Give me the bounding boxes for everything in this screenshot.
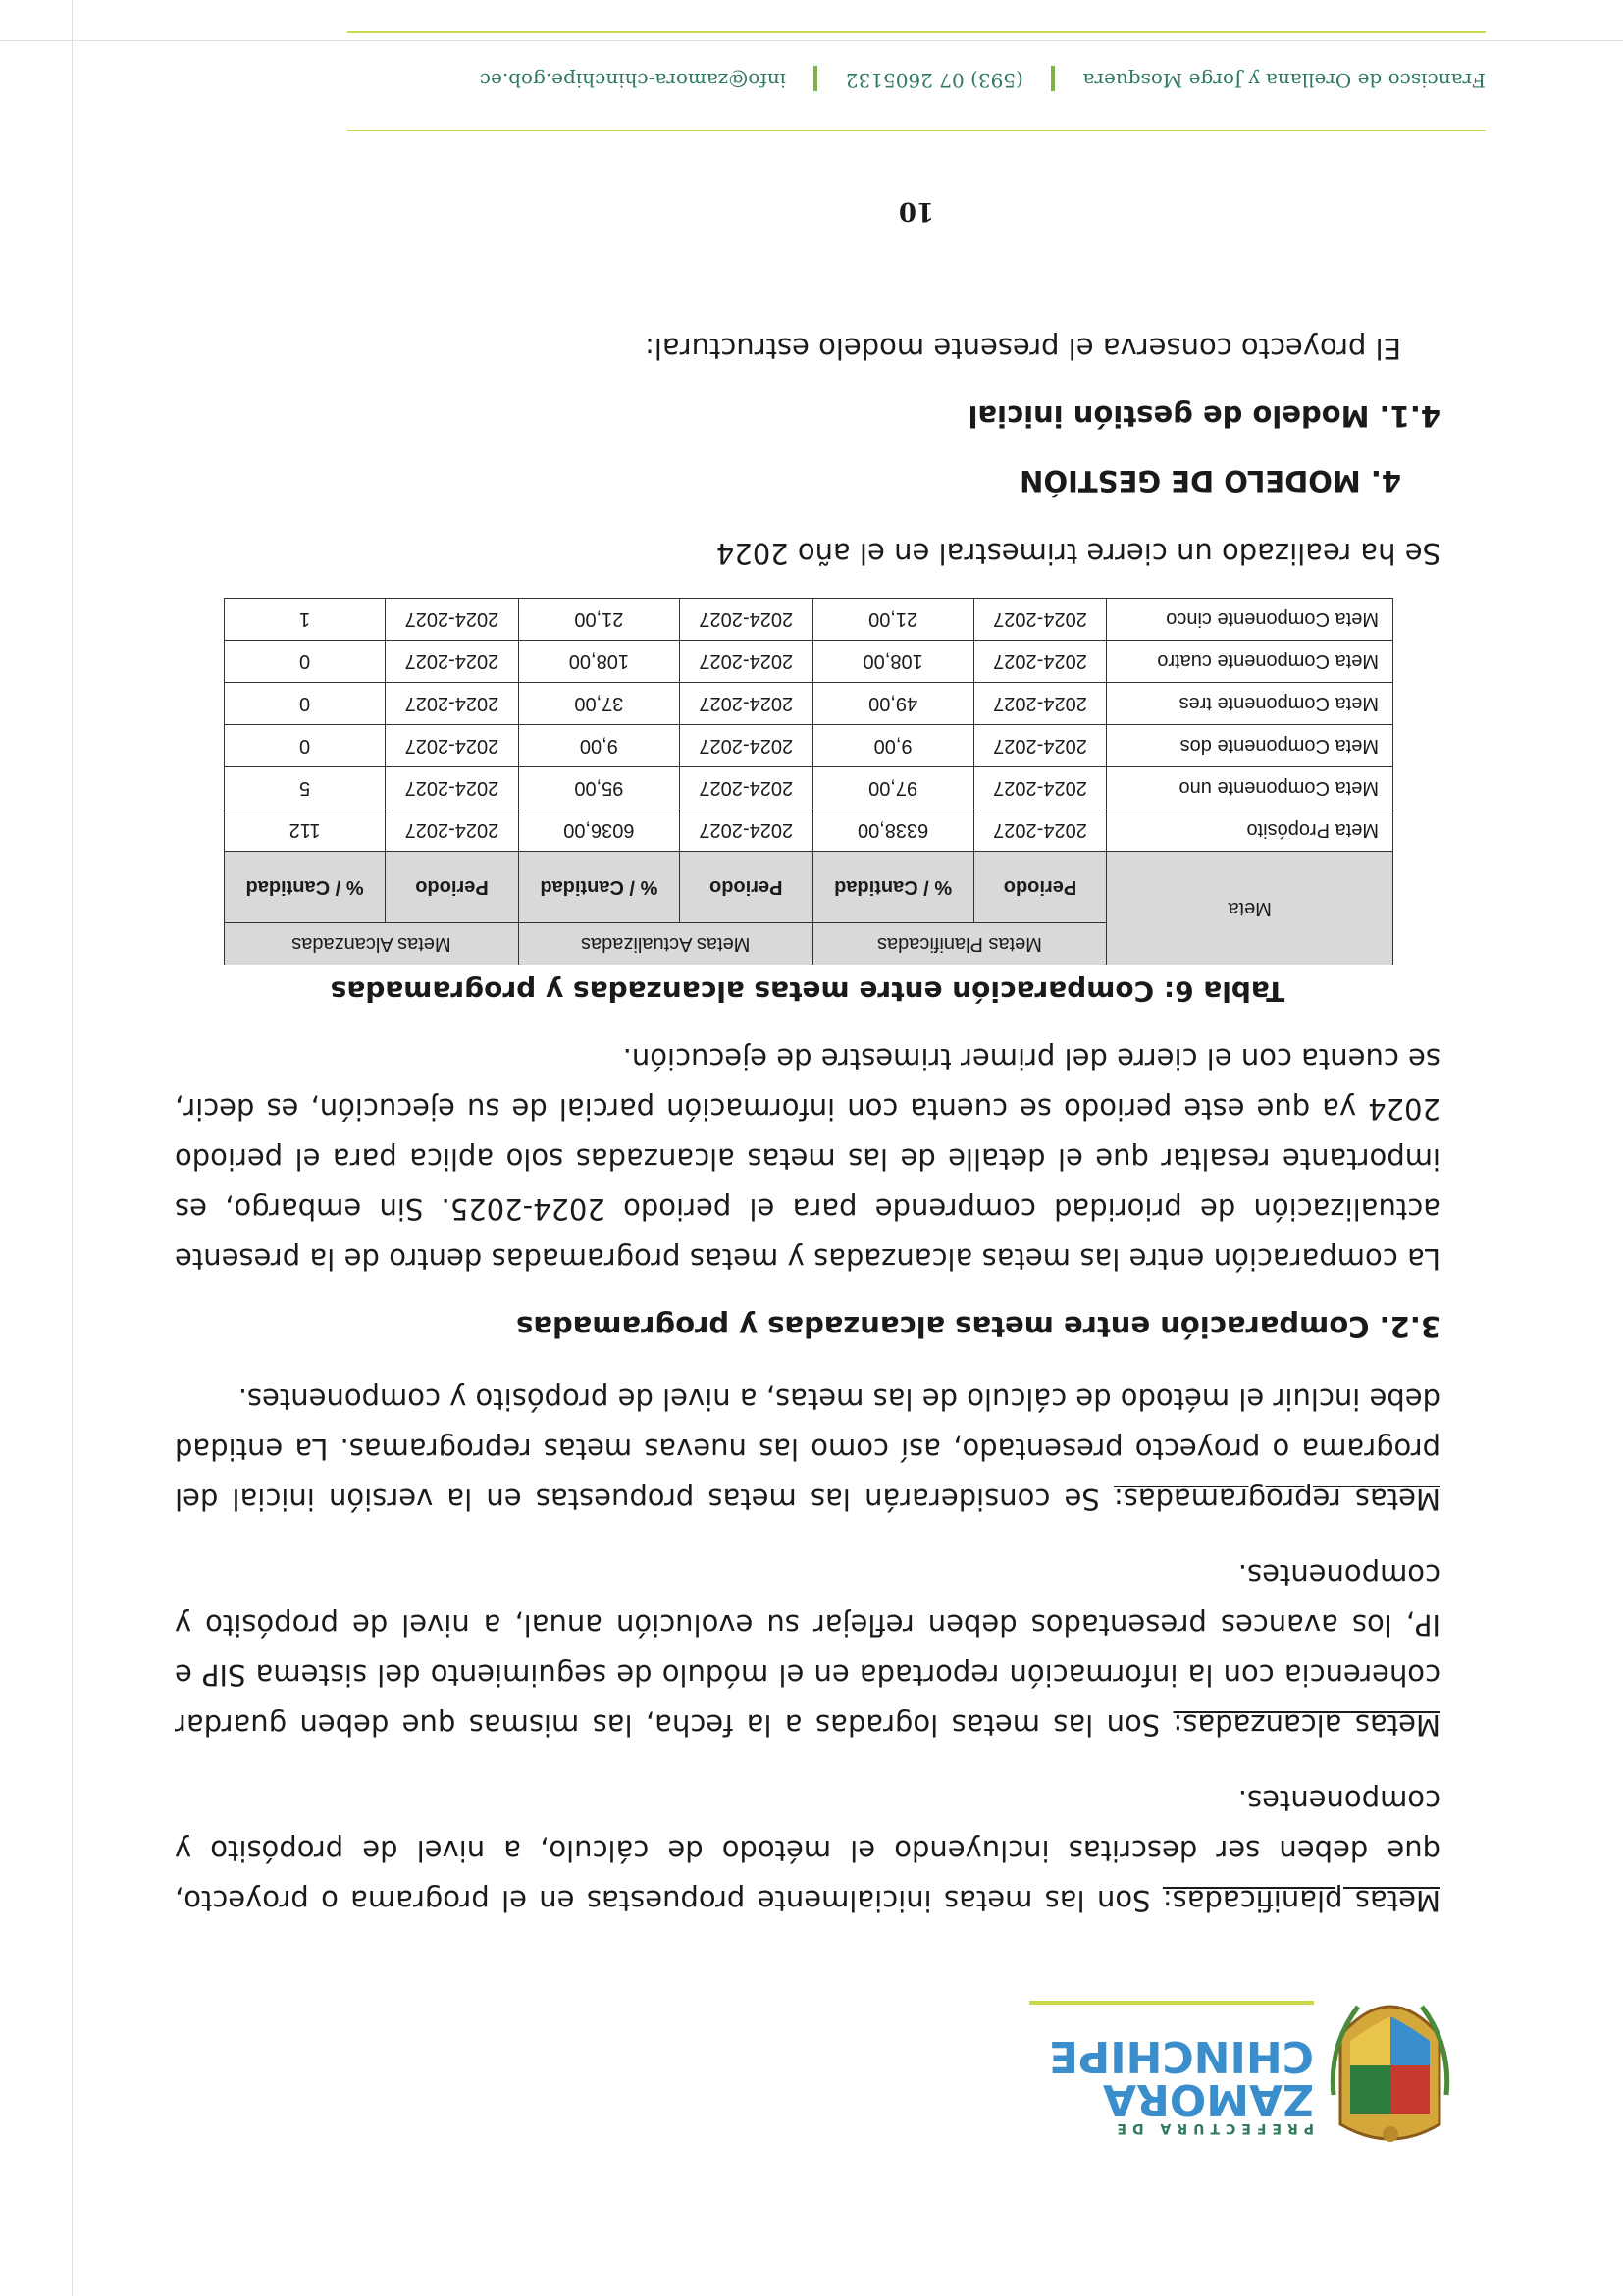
table-cell: 95,00 — [518, 767, 679, 809]
header-meta: Meta — [1107, 852, 1393, 965]
table-row — [225, 809, 1393, 852]
footer-phone: (593) 07 2605132 — [845, 69, 1023, 92]
table-cell: 108,00 — [518, 641, 679, 683]
table-cell: 21,00 — [518, 599, 679, 641]
footer-separator — [1051, 67, 1055, 92]
subheader-cantidad: % / Cantidad — [812, 852, 973, 923]
footer-separator — [813, 67, 817, 92]
paragraph-metas-reprogramadas — [175, 1374, 1440, 1524]
table-cell: 2024-2027 — [386, 725, 519, 767]
subheader-periodo: Periodo — [679, 852, 812, 923]
table-cell: 0 — [225, 725, 386, 767]
term-metas-alcanzadas: Metas alcanzadas: — [1173, 1708, 1440, 1742]
footer-address: Francisco de Orellana y Jorge Mosquera — [1082, 69, 1486, 92]
table-cell: 5 — [225, 767, 386, 809]
table-cell: 6338,00 — [812, 809, 973, 852]
logo-line1: PREFECTURA DE — [1111, 2120, 1314, 2136]
table-cell: 2024-2027 — [386, 641, 519, 683]
table-cell: 2024-2027 — [386, 683, 519, 725]
table-cell: 2024-2027 — [679, 767, 812, 809]
table-cell: 49,00 — [812, 683, 973, 725]
table-cell: Meta Componente tres — [1107, 683, 1393, 725]
table-cell: 2024-2027 — [679, 809, 812, 852]
table-cell: 112 — [225, 809, 386, 852]
table-row — [225, 725, 1393, 767]
comparison-table — [224, 598, 1393, 965]
paragraph-text: Se considerarán las metas propuestas en la versión inicial del programa o proyecto presentado, así como las nuevas metas reprogramas. La entidad debe incluir el método de cálculo de las metas, a nivel de propósito y componentes. — [175, 1383, 1440, 1516]
table-cell: 97,00 — [812, 767, 973, 809]
table-cell: Meta Componente cuatro — [1107, 641, 1393, 683]
table-cell: 2024-2027 — [973, 767, 1107, 809]
subheader-cantidad: % / Cantidad — [518, 852, 679, 923]
table-cell: 2024-2027 — [973, 725, 1107, 767]
table-cell: 108,00 — [812, 641, 973, 683]
table-cell: 2024-2027 — [679, 641, 812, 683]
table-cell: 9,00 — [518, 725, 679, 767]
table-cell: 2024-2027 — [973, 809, 1107, 852]
paragraph-cierre: Se ha realizado un cierre trimestral en el año 2024 — [715, 537, 1440, 570]
header-actualizadas: Metas Actualizadas — [518, 923, 812, 965]
table-cell: 1 — [225, 599, 386, 641]
table-cell: 2024-2027 — [973, 683, 1107, 725]
edge-line — [0, 40, 1623, 41]
table-cell: Meta Componente uno — [1107, 767, 1393, 809]
margin-line — [72, 0, 73, 2296]
table-cell: Meta Componente dos — [1107, 725, 1393, 767]
logo-underline — [1029, 2001, 1314, 2005]
table-row — [225, 683, 1393, 725]
logo-line2: ZAMORA — [1102, 2074, 1314, 2124]
table-cell: 37,00 — [518, 683, 679, 725]
section-heading-4: 4. MODELO DE GESTIÓN — [1020, 464, 1401, 497]
subheader-periodo: Periodo — [973, 852, 1107, 923]
footer-email: info@zamora-chinchipe.gob.ec — [479, 69, 787, 92]
subheader-periodo: Periodo — [386, 852, 519, 923]
table-cell: 0 — [225, 641, 386, 683]
term-metas-planificadas: Metas planificadas: — [1162, 1884, 1440, 1917]
section-heading-3-2: 3.2. Comparación entre metas alcanzadas y programadas — [516, 1310, 1440, 1343]
section-heading-4-1: 4.1. Modelo de gestión inicial — [968, 399, 1440, 433]
paragraph-metas-alcanzadas — [175, 1549, 1440, 1749]
logo-line3: CHINCHIPE — [1048, 2031, 1314, 2081]
table-cell: Meta Propósito — [1107, 809, 1393, 852]
coat-of-arms-icon — [1329, 1972, 1451, 2154]
table-cell: 2024-2027 — [973, 641, 1107, 683]
table-cell: 2024-2027 — [679, 683, 812, 725]
table-cell: 2024-2027 — [973, 599, 1107, 641]
page-number: 10 — [898, 196, 935, 226]
footer-rule — [347, 130, 1486, 131]
body-content — [175, 297, 1440, 1925]
paragraph-comparacion: La comparación entre las metas alcanzadas y metas programadas dentro de la presente actualización de prioridad comprende para el periodo 2024-2025. Sin embargo, es importante resaltar que el detalle de las metas alcanzadas solo aplica para el periodo 2024 ya que este periodo se cuenta con información parcial de su ejecución, es decir, se cuenta con el cierre del primer trimestre de ejecución. — [175, 1042, 1440, 1276]
paragraph-text: Son las metas inicialmente propuestas en el programa o proyecto, que deben ser descritas incluyendo el método de cálculo, a nivel de propósito y componentes. — [175, 1784, 1440, 1917]
table-caption: Tabla 6: Comparación entre metas alcanzadas y programadas — [330, 975, 1285, 1008]
table-cell: 0 — [225, 683, 386, 725]
header-planificadas: Metas Planificadas — [812, 923, 1107, 965]
table-cell: 9,00 — [812, 725, 973, 767]
table-row — [225, 767, 1393, 809]
prefectura-logo — [1029, 1957, 1451, 2154]
footer-rule — [347, 31, 1486, 33]
term-metas-reprogramadas: Metas reprogramadas: — [1113, 1483, 1440, 1516]
table-cell: 2024-2027 — [386, 599, 519, 641]
table-cell: Meta Componente cinco — [1107, 599, 1393, 641]
table-cell: 6036,00 — [518, 809, 679, 852]
paragraph-modelo: El proyecto conserva el presente modelo estructural: — [645, 332, 1401, 365]
table-cell: 21,00 — [812, 599, 973, 641]
table-cell: 2024-2027 — [386, 767, 519, 809]
paragraph-metas-planificadas — [175, 1775, 1440, 1925]
table-cell: 2024-2027 — [679, 725, 812, 767]
subheader-cantidad: % / Cantidad — [225, 852, 386, 923]
paragraph-text: Son las metas logradas a la fecha, las mismas que deben guardar coherencia con la información reportada en el módulo de seguimiento del sistema SIP e IP, los avances presentados deben reflejar su evolución anual, a nivel de propósito y componentes. — [175, 1558, 1440, 1742]
table-row — [225, 641, 1393, 683]
header-alcanzadas: Metas Alcanzadas — [225, 923, 519, 965]
table-cell: 2024-2027 — [386, 809, 519, 852]
table-cell: 2024-2027 — [679, 599, 812, 641]
table-row — [225, 599, 1393, 641]
